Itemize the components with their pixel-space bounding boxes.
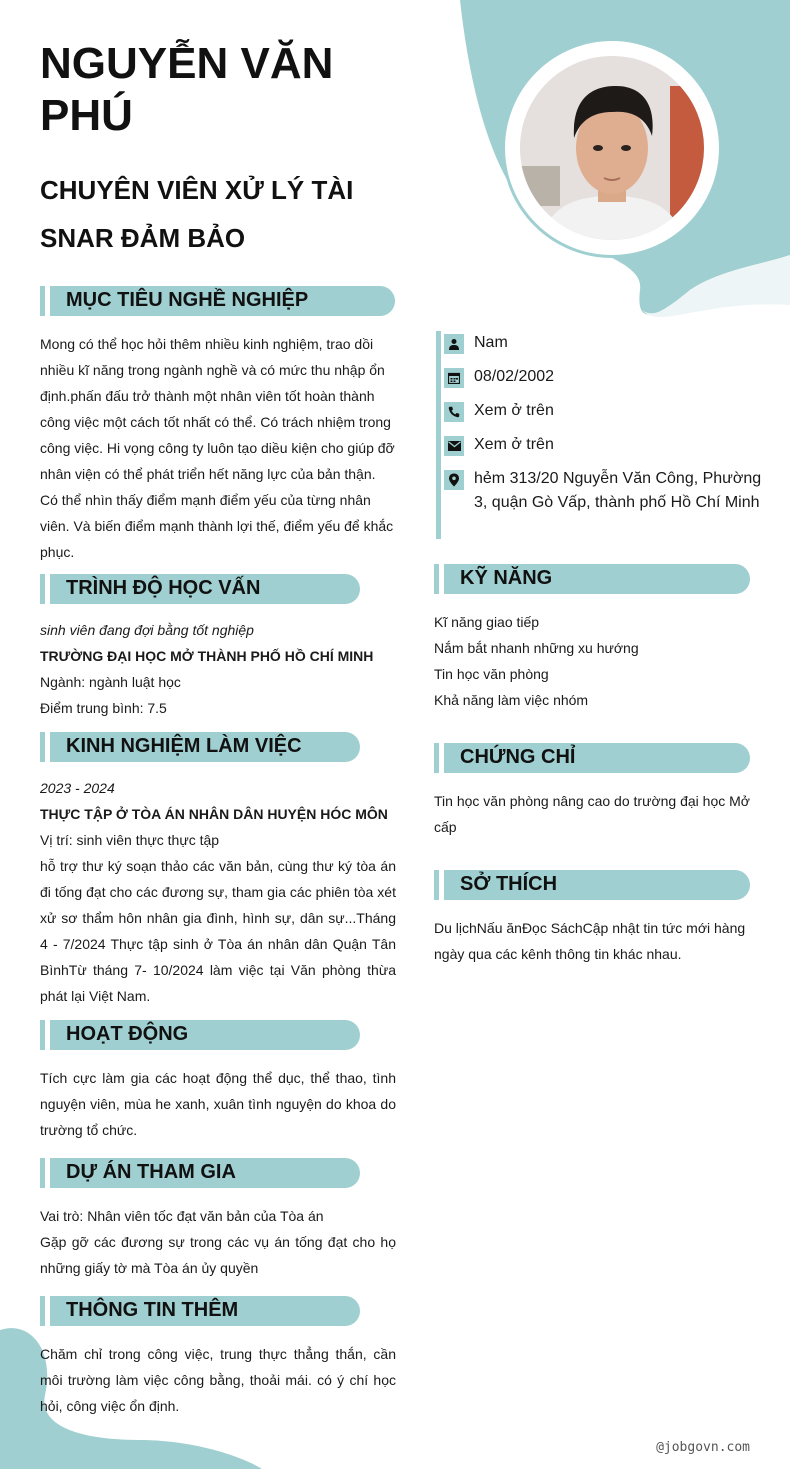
avatar-frame (502, 38, 722, 258)
section-hobbies (444, 870, 750, 900)
school-name: TRƯỜNG ĐẠI HỌC MỞ THÀNH PHỐ HỒ CHÍ MINH (40, 648, 374, 664)
email-value: Xem ở trên (474, 436, 554, 453)
contact-accent-bar (436, 331, 441, 539)
address-value: hẻm 313/20 Nguyễn Văn Công, Phường 3, quận Gò Vấp, thành phố Hồ Chí Minh (474, 470, 762, 511)
experience-description: hỗ trợ thư ký soạn thảo các văn bản, cùng thư ký tòa án đi tống đạt cho các đương sự, tham gia các phiên tòa xét xử sơ thẩm hôn nhân gia đình, hình sự, dân sự...Tháng 4 - 7/2024 Thực tập sinh ở Tòa án nhân dân Quận Tân BìnhTừ tháng 7- 10/2024 làm việc tại Văn phòng thừa phát lại Việt Nam. (40, 858, 396, 1004)
section-experience (50, 732, 360, 762)
project-text: Gặp gỡ các đương sự trong các vụ án tống đạt cho họ những giấy tờ mà Tòa án ủy quyền (40, 1234, 396, 1276)
section-education (50, 574, 360, 604)
section-title: DỰ ÁN THAM GIA (66, 1161, 236, 1183)
section-title: MỤC TIÊU NGHỀ NGHIỆP (66, 289, 309, 311)
section-projects (50, 1158, 360, 1188)
job-title: CHUYÊN VIÊN XỬ LÝ TÀI SNAR ĐẢM BẢO (40, 175, 354, 253)
skill-item: Kĩ năng giao tiếp (434, 614, 540, 630)
location-icon (444, 470, 464, 490)
avatar (520, 56, 704, 240)
experience-block (40, 775, 396, 1009)
section-title: KỸ NĂNG (460, 567, 553, 589)
birthday-value: 08/02/2002 (474, 368, 555, 385)
skill-item: Khả năng làm việc nhóm (434, 692, 589, 708)
section-title: THÔNG TIN THÊM (66, 1299, 239, 1321)
certificates-text: Tin học văn phòng nâng cao do trường đại học Mở cấp (434, 793, 750, 835)
section-objective (50, 286, 395, 316)
avatar-photo (520, 56, 704, 240)
section-title: SỞ THÍCH (460, 873, 558, 895)
activities-text: Tích cực làm gia các hoạt động thể dục, thể thao, tình nguyện viên, mùa he xanh, xuân tình nguyện do khoa do trường tổ chức. (40, 1070, 396, 1138)
phone-icon (444, 402, 464, 422)
gender-value: Nam (474, 334, 508, 351)
section-additional (50, 1296, 360, 1326)
section-title: KINH NGHIỆM LÀM VIỆC (66, 735, 302, 757)
experience-period: 2023 - 2024 (40, 780, 115, 796)
person-icon (444, 334, 464, 354)
additional-text: Chăm chỉ trong công việc, trung thực thẳng thắn, cần môi trường làm việc công bằng, thoải mái. có ý chí học hỏi, công việc ổn định. (40, 1346, 396, 1414)
phone-value: Xem ở trên (474, 402, 554, 419)
project-role: Vai trò: Nhân viên tốc đạt văn bản của Tòa án (40, 1208, 324, 1224)
footer-watermark: @jobgovn.com (656, 1440, 750, 1455)
section-title: CHỨNG CHỈ (460, 746, 576, 768)
section-certificates (444, 743, 750, 773)
experience-position: Vị trí: sinh viên thực thực tập (40, 832, 220, 848)
education-gpa: Điểm trung bình: 7.5 (40, 700, 167, 716)
education-status: sinh viên đang đợi bằng tốt nghiệp (40, 622, 254, 638)
skill-item: Tin học văn phòng (434, 666, 549, 682)
section-title: TRÌNH ĐỘ HỌC VẤN (66, 577, 261, 599)
objective-text: Mong có thể học hỏi thêm nhiều kinh nghiệm, trao dồi nhiều kĩ năng trong ngành nghề và có mức thu nhập ổn định.phấn đấu trở thành một nhân viên tốt hoàn thành công việc một cách tốt nhất có thể. Có trách nhiệm trong công việc. Hi vọng công ty luôn tạo diều kiện cho giúp đỡ nhân viện có thể phát triển hết năng lực của bản thận. Có thể nhìn thấy điểm mạnh điểm yếu của từng nhân viên. Và biến điểm mạnh thành lợi thế, điểm yếu để khắc phục. (40, 336, 395, 560)
email-icon (444, 436, 464, 456)
experience-company: THỰC TẬP Ở TÒA ÁN NHÂN DÂN HUYỆN HÓC MÔN (40, 806, 388, 822)
education-block (40, 617, 396, 721)
candidate-name: NGUYỄN VĂN PHÚ (40, 39, 334, 140)
section-skills (444, 564, 750, 594)
section-activities (50, 1020, 360, 1050)
skills-list (434, 609, 750, 713)
section-title: HOẠT ĐỘNG (66, 1023, 189, 1045)
projects-block (40, 1203, 396, 1281)
education-major: Ngành: ngành luật học (40, 674, 181, 690)
calendar-icon (444, 368, 464, 388)
hobbies-text: Du lịchNấu ănĐọc SáchCập nhật tin tức mới hàng ngày qua các kênh thông tin khác nhau. (434, 920, 746, 962)
skill-item: Nắm bắt nhanh những xu hướng (434, 640, 639, 656)
